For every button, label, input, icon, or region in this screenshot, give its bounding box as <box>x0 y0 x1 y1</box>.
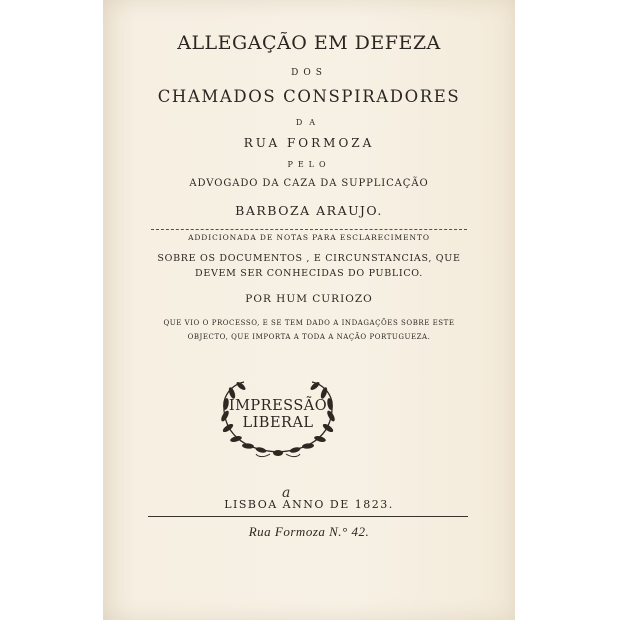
title: ALLEGAÇÃO EM DEFEZA <box>177 32 441 54</box>
separator-rule-bottom <box>148 516 468 517</box>
chamados-heading: CHAMADOS CONSPIRADORES <box>157 87 461 106</box>
dos-text: DOS <box>291 68 327 78</box>
title-page <box>103 0 515 620</box>
pelo-text: PELO <box>287 160 331 169</box>
sobre-line-2: DEVEM SER CONHECIDAS DO PUBLICO. <box>195 268 423 279</box>
address-line: Rua Formoza N.° 42. <box>248 524 370 539</box>
separator-rule-top <box>151 229 467 230</box>
da-text: DA <box>295 118 323 127</box>
impressao-liberal-emblem <box>214 374 342 458</box>
sobre-line-1: SOBRE OS DOCUMENTOS , E CIRCUNSTANCIAS, QUE <box>157 253 461 264</box>
por-curiozo-text: POR HUM CURIOZO <box>245 293 373 305</box>
author-name: BARBOZA ARAUJO. <box>235 203 383 218</box>
advogado-text: ADVOGADO DA CAZA DA SUPPLICAÇÃO <box>189 178 429 189</box>
handwritten-signature: a <box>282 485 291 501</box>
imprint-line: LISBOA ANNO DE 1823. <box>224 498 394 511</box>
emblem-line-2: LIBERAL <box>242 415 314 431</box>
rua-formoza-heading: RUA FORMOZA <box>243 136 375 150</box>
vio-line-1: QUE VIO O PROCESSO, E SE TEM DADO A INDAGAÇÕES SOBRE ESTE <box>163 319 455 327</box>
addicionada-text: ADDICIONADA DE NOTAS PARA ESCLARECIMENTO <box>188 233 430 242</box>
vio-line-2: OBJECTO, QUE IMPORTA A TODA A NAÇÃO PORTUGUEZA. <box>187 333 431 341</box>
emblem-line-1: IMPRESSÃO <box>228 398 328 414</box>
